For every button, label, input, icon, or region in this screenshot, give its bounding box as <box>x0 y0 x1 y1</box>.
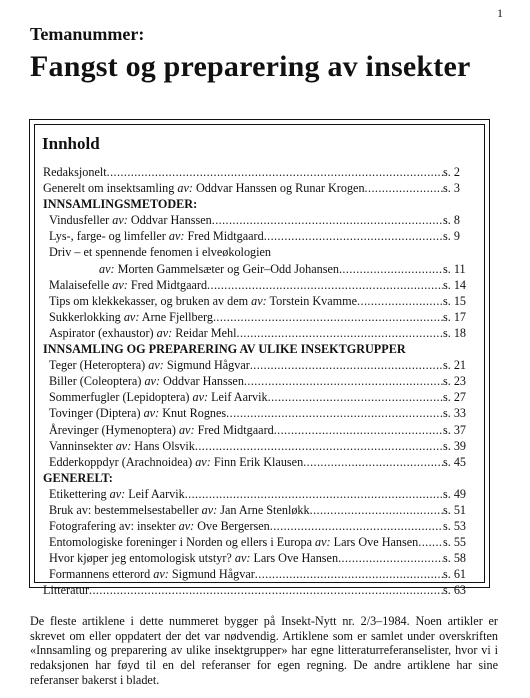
toc-entry <box>43 212 473 228</box>
toc-entry-title: Driv – et spennende fenomen i elveøkologien <box>49 245 272 260</box>
toc-entry-text <box>49 454 303 470</box>
toc-dot-leader <box>268 389 443 405</box>
toc-entry-author: Morten Gammelsæter og Geir–Odd Johansen <box>114 261 339 276</box>
toc-entry-line <box>49 454 473 470</box>
toc-entry-author: Reidar Mehl <box>172 325 237 340</box>
toc-entry-by: av: <box>115 438 132 453</box>
toc-entry <box>43 373 473 389</box>
toc-entry-title: Tips om klekkekasser, og bruken av dem <box>49 293 252 308</box>
toc-entry <box>43 164 473 180</box>
toc-entry-title: Lys-, farge- og limfeller <box>49 229 169 244</box>
toc-entry-author: Arne Fjellberg <box>139 309 213 324</box>
toc-entry-title: Formannens etterord <box>49 567 154 582</box>
toc-entry-title: Etikettering <box>49 486 110 501</box>
toc-page-ref: s. 11 <box>443 261 466 276</box>
toc-entry-title: Redaksjonelt <box>43 165 107 179</box>
toc-list <box>43 164 473 599</box>
toc-entry-title: Malaisefelle <box>49 277 113 292</box>
toc-page-ref: s. 8 <box>443 213 460 228</box>
toc-entry <box>43 438 473 454</box>
toc-entry-title: Teger (Heteroptera) <box>49 358 149 373</box>
toc-dot-leader <box>185 486 443 502</box>
toc-entry-text <box>49 438 195 454</box>
toc-entry-author: Leif Aarvik <box>125 486 185 501</box>
toc-entry-author: Knut Rognes <box>159 406 227 421</box>
toc-entry-line <box>49 405 473 421</box>
toc-entry-title: Vanninsekter <box>49 438 116 453</box>
toc-entry-title: Entomologiske foreninger i Norden og ellers i Europa <box>49 535 316 550</box>
toc-dot-leader <box>250 357 443 373</box>
toc-entry <box>43 389 473 405</box>
toc-entry-by: av: <box>177 181 193 196</box>
toc-entry-line <box>43 180 473 196</box>
toc-dot-leader <box>303 454 443 470</box>
toc-entry <box>43 550 473 566</box>
toc-entry-title: Fotografering av: insekter <box>49 519 179 534</box>
toc-entry-by: av: <box>201 502 218 517</box>
toc-page-ref: s. 58 <box>443 551 467 566</box>
toc-page-ref: s. 61 <box>443 567 467 582</box>
toc-entry-text <box>49 550 338 566</box>
toc-entry-text <box>49 389 268 405</box>
toc-entry-text <box>49 502 310 518</box>
toc-entry-text <box>43 164 107 180</box>
toc-dot-leader <box>195 438 443 454</box>
toc-page-ref: s. 51 <box>443 502 467 517</box>
toc-entry <box>43 180 473 196</box>
toc-entry-author: Fred Midtgaard <box>127 277 208 292</box>
toc-entry-by: av: <box>156 325 173 340</box>
toc-entry-title: Aspirator (exhaustor) <box>49 325 157 340</box>
toc-entry-line <box>49 212 473 228</box>
toc-entry-line <box>49 389 473 405</box>
toc-entry-by: av: <box>112 213 128 228</box>
toc-entry-title: Sommerfugler (Lepidoptera) <box>49 390 193 405</box>
toc-entry-title-line <box>43 244 473 260</box>
toc-entry-line <box>49 277 473 293</box>
toc-entry <box>43 422 473 438</box>
toc-page-ref: s. 21 <box>443 358 467 373</box>
toc-entry-title: Generelt om insektsamling <box>43 181 178 196</box>
toc-entry-author: Oddvar Hanssen og Runar Krogen <box>192 181 365 196</box>
toc-entry-by: av: <box>153 567 169 582</box>
toc-dot-leader <box>365 180 443 196</box>
toc-page-ref: s. 23 <box>443 374 467 389</box>
toc-section-heading: INNSAMLINGSMETODER: <box>43 197 198 212</box>
toc-entry-author: Hans Olsvik <box>131 438 195 453</box>
toc-entry-author: Lars Ove Hansen <box>330 535 419 550</box>
toc-entry-text <box>49 325 237 341</box>
page-number: 1 <box>497 6 503 20</box>
toc-dot-leader <box>89 582 443 598</box>
toc-entry-text <box>49 405 226 421</box>
toc-entry-by: av: <box>234 551 251 566</box>
toc-entry-text <box>49 357 250 373</box>
toc-page-ref: s. 14 <box>443 277 467 292</box>
editorial-footnote: De fleste artiklene i dette nummeret bygger på Insekt-Nytt nr. 2/3–1984. Noen artikler er skrevet om eller oppdatert der det var nødvendig. Artiklene som er samlet under overskriften «Innsamling og preparering av ulike insektgrupper» har egne litteraturreferanselister, hvor vi i redaksjonen har føyd til en del referanser for egen regning. De andre artiklene har sine referanser bakerst i bladet. <box>30 614 498 687</box>
toc-entry <box>43 228 473 244</box>
toc-entry-author: Finn Erik Klausen <box>210 454 304 469</box>
toc-entry-line <box>49 325 473 341</box>
toc-entry-title: Litteratur <box>43 583 90 598</box>
toc-page-ref: s. 18 <box>443 325 467 340</box>
toc-entry-line <box>49 566 473 582</box>
toc-entry-title: Tovinger (Diptera) <box>49 406 144 421</box>
toc-entry-title: Vindusfeller <box>49 213 113 228</box>
toc-entry <box>43 534 473 550</box>
toc-entry-author: Ove Bergersen <box>194 519 270 534</box>
toc-entry <box>43 357 473 373</box>
toc-entry <box>43 582 473 598</box>
issue-kicker: Temanummer: <box>30 24 145 44</box>
toc-page-ref: s. 15 <box>443 293 467 308</box>
toc-entry-line <box>49 502 473 518</box>
toc-dot-leader <box>338 550 443 566</box>
toc-section-heading: GENERELT: <box>43 470 113 485</box>
toc-dot-leader <box>226 405 443 421</box>
toc-entry-title: Bruk av: bestemmelsestabeller <box>49 502 202 517</box>
toc-entry-text <box>49 518 270 534</box>
toc-entry-by: av: <box>178 519 195 534</box>
toc-page-ref: s. 63 <box>443 583 467 598</box>
toc-entry-by: av: <box>315 535 331 550</box>
toc-entry-author: Lars Ove Hansen <box>250 551 339 566</box>
toc-page-ref: s. 33 <box>443 406 467 421</box>
toc-entry-author: Sigmund Hågvar <box>168 567 255 582</box>
toc-entry-author: Leif Aarvik <box>208 390 268 405</box>
toc-dot-leader <box>207 277 443 293</box>
toc-page-ref: s. 17 <box>443 309 467 324</box>
toc-entry-line <box>49 534 473 550</box>
toc-entry-text <box>49 373 244 389</box>
toc-dot-leader <box>212 212 443 228</box>
toc-entry-text <box>49 212 212 228</box>
toc-entry-by: av: <box>178 422 195 437</box>
toc-entry-by: av: <box>109 486 126 501</box>
issue-title: Fangst og preparering av insekter <box>30 50 471 83</box>
toc-page-ref: s. 49 <box>443 486 467 501</box>
toc-entry-line <box>49 293 473 309</box>
toc-entry <box>43 293 473 309</box>
toc-dot-leader <box>339 261 443 277</box>
toc-entry <box>43 486 473 502</box>
toc-entry-text <box>49 422 274 438</box>
toc-entry <box>43 518 473 534</box>
toc-page-ref: s. 37 <box>443 422 467 437</box>
toc-dot-leader <box>255 566 443 582</box>
toc-entry-author: Sigmund Hågvar <box>163 358 250 373</box>
toc-entry-author: Torstein Kvamme <box>266 293 358 308</box>
toc-entry-line <box>49 438 473 454</box>
toc-entry-by: av: <box>144 374 160 389</box>
toc-entry-author: Jan Arne Stenløkk <box>217 502 310 517</box>
toc-page-ref: s. 53 <box>443 519 467 534</box>
toc-page-ref: s. 2 <box>443 165 460 179</box>
toc-entry <box>43 502 473 518</box>
toc-entry-text <box>49 228 264 244</box>
table-of-contents <box>29 119 490 598</box>
toc-entry-line <box>49 244 473 260</box>
toc-entry-by: av: <box>192 390 209 405</box>
toc-page-ref: s. 27 <box>443 390 467 405</box>
toc-dot-leader <box>264 228 443 244</box>
toc-entry <box>43 454 473 470</box>
toc-entry-text <box>43 582 89 598</box>
toc-entry-line <box>49 373 473 389</box>
toc-entry-text <box>43 180 365 196</box>
toc-entry-author: Oddvar Hanssen <box>127 213 212 228</box>
toc-entry-line <box>49 486 473 502</box>
toc-entry-text <box>99 261 339 277</box>
toc-entry <box>43 261 473 277</box>
toc-dot-leader <box>310 502 443 518</box>
toc-entry <box>43 277 473 293</box>
toc-entry-by: av: <box>251 293 267 308</box>
toc-entry-by: av: <box>112 277 128 292</box>
toc-dot-leader <box>357 293 443 309</box>
toc-entry-by: av: <box>148 358 164 373</box>
toc-entry-by: av: <box>195 454 211 469</box>
toc-entry <box>43 566 473 582</box>
toc-entry-by: av: <box>143 406 160 421</box>
toc-dot-leader <box>213 309 443 325</box>
toc-entry-line <box>43 164 473 180</box>
toc-entry-line <box>49 309 473 325</box>
toc-dot-leader <box>237 325 444 341</box>
toc-entry-line <box>49 422 473 438</box>
toc-entry-text <box>49 277 207 293</box>
toc-entry <box>43 405 473 421</box>
toc-entry-line <box>49 357 473 373</box>
toc-entry-title: Sukkerlokking <box>49 309 124 324</box>
toc-entry-line <box>49 228 473 244</box>
toc-page-ref: s. 45 <box>443 454 467 469</box>
toc-entry-line <box>43 582 473 598</box>
toc-entry-line <box>49 550 473 566</box>
toc-entry-by: av: <box>123 309 140 324</box>
toc-section-heading: INNSAMLING OG PREPARERING AV ULIKE INSEKTGRUPPER <box>43 342 406 357</box>
toc-entry-text <box>49 486 185 502</box>
toc-entry-title: Biller (Coleoptera) <box>49 374 145 389</box>
toc-page-ref: s. 9 <box>443 229 460 244</box>
toc-entry-text <box>49 293 357 309</box>
toc-entry <box>43 309 473 325</box>
toc-entry-text <box>49 309 213 325</box>
toc-dot-leader <box>418 534 443 550</box>
toc-dot-leader <box>244 373 443 389</box>
toc-page-ref: s. 55 <box>443 535 467 550</box>
toc-entry-title: Årevinger (Hymenoptera) <box>49 422 179 437</box>
toc-entry-by: av: <box>168 229 185 244</box>
toc-page-ref: s. 39 <box>443 438 467 453</box>
toc-entry-author: Fred Midtgaard <box>194 422 274 437</box>
toc-entry-line <box>99 261 473 277</box>
toc-entry-text <box>49 534 418 550</box>
toc-entry-title: Edderkoppdyr (Arachnoidea) <box>49 454 196 469</box>
toc-entry <box>43 325 473 341</box>
toc-entry-author: Oddvar Hanssen <box>160 374 244 389</box>
toc-heading: Innhold <box>42 134 100 153</box>
toc-entry-by: av: <box>99 261 115 276</box>
toc-entry-author: Fred Midtgaard <box>184 229 264 244</box>
toc-entry-line <box>49 518 473 534</box>
toc-dot-leader <box>274 422 443 438</box>
toc-entry-text <box>49 566 255 582</box>
toc-entry-text <box>49 244 271 260</box>
toc-dot-leader <box>270 518 443 534</box>
toc-dot-leader <box>107 164 443 180</box>
toc-inner-frame <box>34 124 485 598</box>
toc-page-ref: s. 3 <box>443 181 460 196</box>
toc-entry-title: Hvor kjøper jeg entomologisk utstyr? <box>49 551 235 566</box>
